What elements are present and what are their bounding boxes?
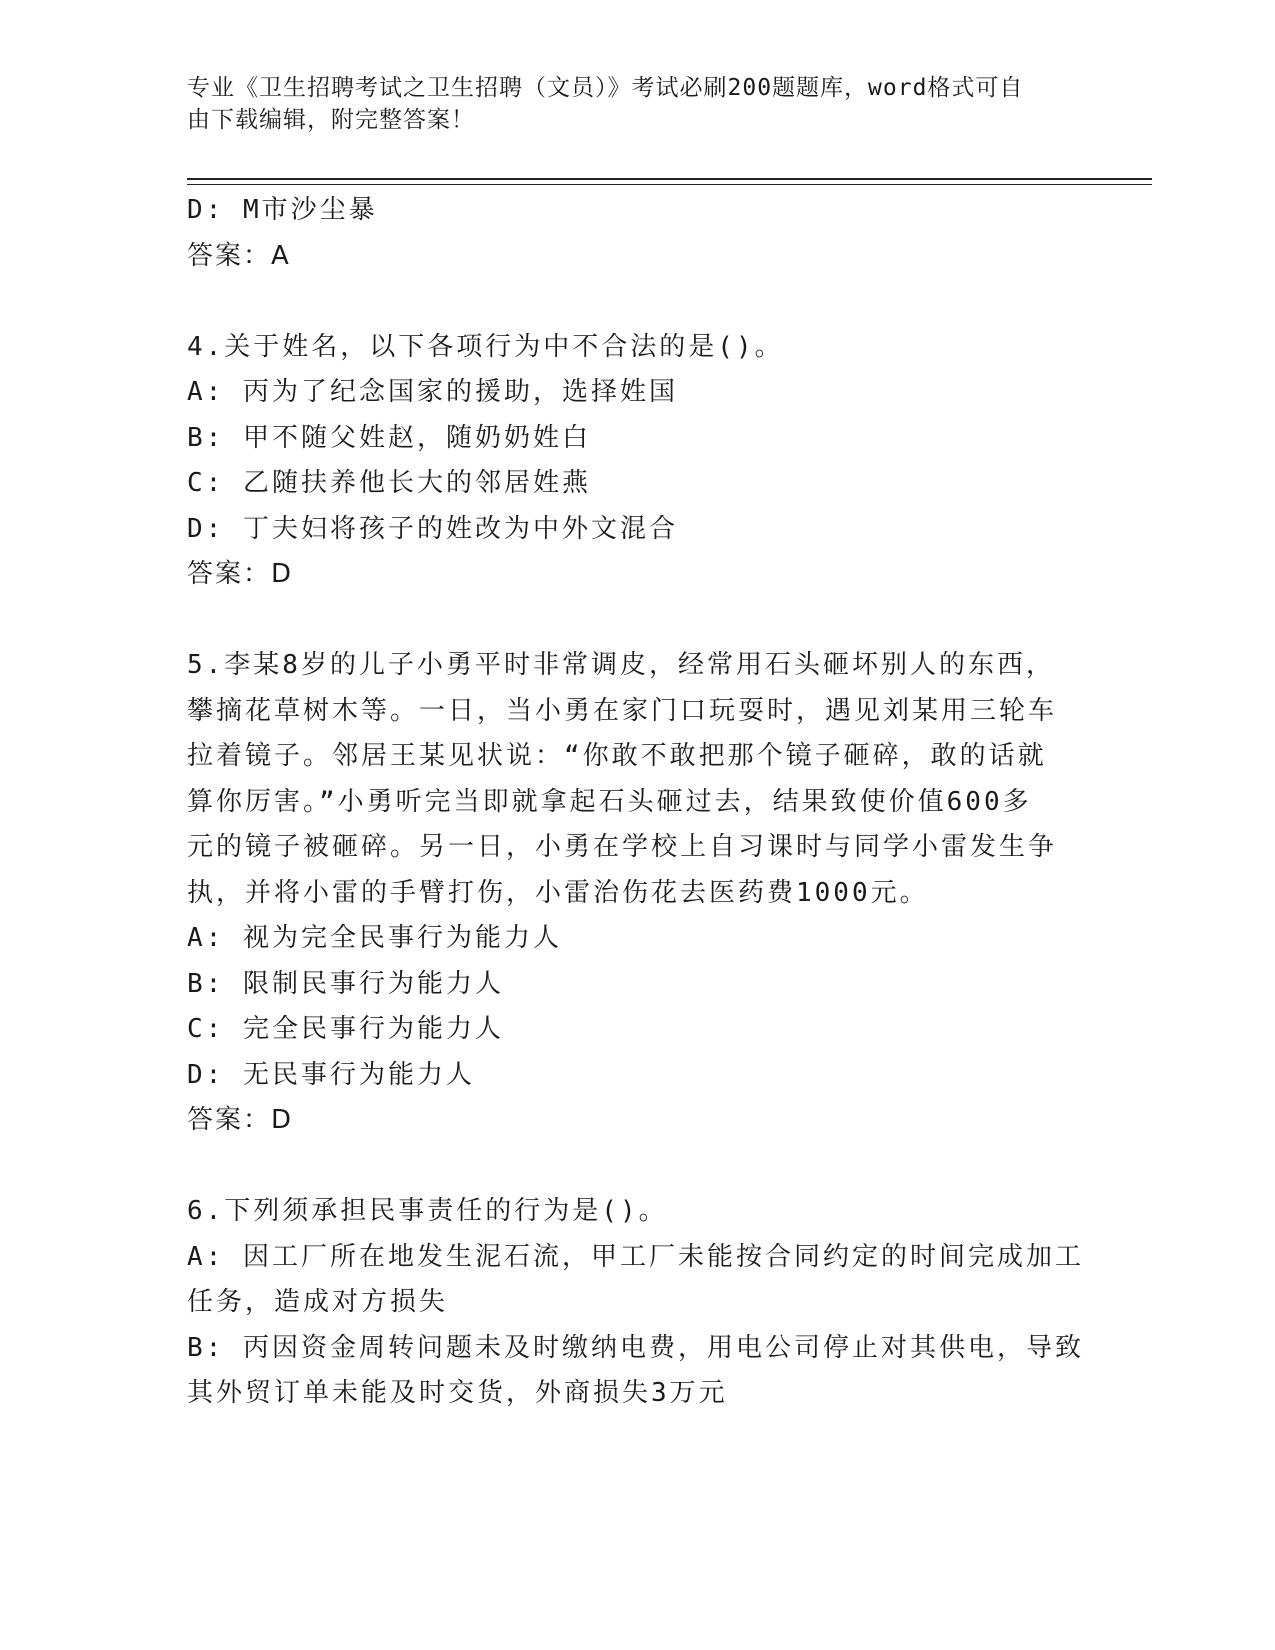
- option-a-line: A: 因工厂所在地发生泥石流，甲工厂未能按合同约定的时间完成加工: [187, 1241, 1084, 1272]
- option-c: C: 乙随扶养他长大的邻居姓燕: [187, 468, 591, 498]
- question-3-tail: [187, 188, 1077, 279]
- question-6: [187, 1189, 1084, 1417]
- question-stem-line: 执，并将小雷的手臂打伤，小雷治伤花去医药费1000元。: [187, 877, 929, 908]
- header-rule-thin: [187, 184, 1152, 185]
- question-stem: 6.下列须承担民事责任的行为是()。: [187, 1196, 668, 1226]
- option-b-line: B: 丙因资金周转问题未及时缴纳电费，用电公司停止对其供电，导致: [187, 1332, 1084, 1363]
- question-stem: 4.关于姓名，以下各项行为中不合法的是()。: [187, 331, 784, 362]
- question-stem-line: 元的镜子被砸碎。另一日，小勇在学校上自习课时与同学小雷发生争: [187, 832, 1058, 862]
- question-stem-line: 算你厉害。”小勇听完当即就拿起石头砸过去，结果致使价值600多: [187, 786, 1032, 817]
- header-line-2: 由下载编辑，附完整答案！: [187, 107, 475, 133]
- header-rule-thick: [187, 178, 1152, 180]
- answer-line: 答案：A: [187, 240, 291, 271]
- option-b: B: 限制民事行为能力人: [187, 968, 504, 999]
- page-header: [187, 72, 1077, 136]
- question-5: [187, 643, 1077, 1144]
- option-d: D: 丁夫妇将孩子的姓改为中外文混合: [187, 513, 678, 544]
- option-c: C: 完全民事行为能力人: [187, 1014, 504, 1044]
- option-b: B: 甲不随父姓赵，随奶奶姓白: [187, 422, 591, 453]
- question-stem-line: 5.李某8岁的儿子小勇平时非常调皮，经常用石头砸坏别人的东西，: [187, 650, 1055, 680]
- option-d: D: M市沙尘暴: [187, 195, 378, 225]
- option-a: A: 视为完全民事行为能力人: [187, 923, 562, 953]
- option-a: A: 丙为了纪念国家的援助，选择姓国: [187, 377, 678, 407]
- option-a-line: 任务，造成对方损失: [187, 1287, 449, 1317]
- header-line-1: 专业《卫生招聘考试之卫生招聘（文员）》考试必刷200题题库，word格式可自: [187, 75, 1024, 101]
- option-b-line: 其外贸订单未能及时交货，外商损失3万元: [187, 1378, 728, 1408]
- answer-line: 答案：D: [187, 1105, 294, 1135]
- answer-line: 答案：D: [187, 559, 294, 589]
- document-body: [187, 188, 1084, 1417]
- question-4: [187, 325, 1077, 598]
- option-d: D: 无民事行为能力人: [187, 1059, 475, 1090]
- question-stem-line: 拉着镜子。邻居王某见状说：“你敢不敢把那个镜子砸碎，敢的话就: [187, 741, 1047, 771]
- question-stem-line: 攀摘花草树木等。一日，当小勇在家门口玩耍时，遇见刘某用三轮车: [187, 695, 1058, 726]
